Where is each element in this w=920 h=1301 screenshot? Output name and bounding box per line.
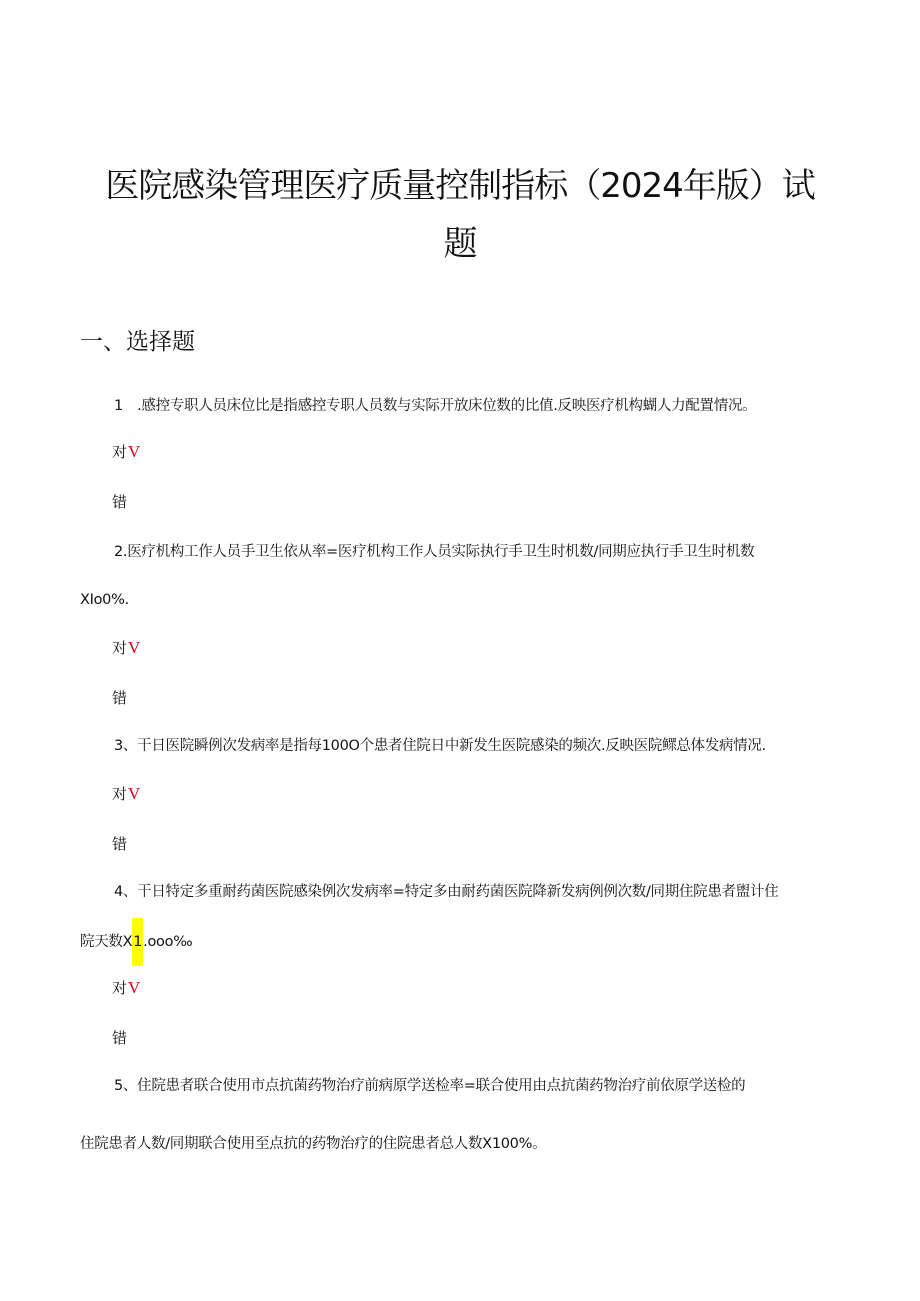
question-4-text-line-1: 4、干日特定多重耐药菌医院感染例次发病率=特定多由耐药菌医院降新发病例例次数/同期住院患者盥计住	[114, 884, 779, 900]
question-3-option-false: 错	[112, 835, 128, 853]
question-2-option-false: 错	[112, 689, 128, 707]
question-1-text: 1 .感控专职人员床位比是指感控专职人员数与实际开放床位数的比值.反映医疗机构蝴人力配置情况。	[114, 398, 757, 414]
question-1-option-false: 错	[112, 493, 128, 511]
question-5-text-line-1: 5、住院患者联合使用市点抗菌药物治疗前病原学送检率=联合使用由点抗菌药物治疗前依原学送检的	[114, 1078, 746, 1094]
question-4-option-false: 错	[112, 1029, 128, 1047]
question-2-text-line-1: 2.医疗机构工作人员手卫生依从率=医疗机构工作人员实际执行手卫生时机数/同期应执行手卫生时机数	[114, 544, 755, 560]
option-true-label: 对	[112, 785, 128, 803]
question-4-line-2-prefix: 院天数X	[80, 934, 133, 950]
document-title-line-1: 医院感染管理医疗质量控制指标（2024年版）试	[105, 166, 815, 206]
section-heading: 一、选择题	[80, 329, 195, 355]
question-2-option-true	[112, 636, 140, 660]
option-true-label: 对	[112, 443, 128, 461]
highlighted-text: 1	[132, 918, 143, 966]
check-mark-icon: V	[128, 442, 141, 461]
option-true-label: 对	[112, 979, 128, 997]
question-2-text-line-2: XIo0%.	[80, 592, 129, 608]
question-4-line-2-suffix: .ooo‰	[143, 934, 193, 950]
question-4-option-true	[112, 976, 140, 1000]
check-mark-icon: V	[128, 784, 141, 803]
question-3-text: 3、干日医院瞬例次发病率是指每100O个患者住院日中新发生医院感染的频次.反映医院鳏总体发病情况.	[114, 738, 766, 754]
question-3-option-true	[112, 782, 140, 806]
question-4-text-line-2	[80, 918, 192, 966]
check-mark-icon: V	[128, 978, 141, 997]
question-1-option-true	[112, 440, 140, 464]
document-title-line-2: 题	[443, 224, 477, 264]
question-5-text-line-2: 住院患者人数/同期联合使用至点抗的药物治疗的住院患者总人数X100%。	[80, 1136, 547, 1152]
option-true-label: 对	[112, 639, 128, 657]
check-mark-icon: V	[128, 638, 141, 657]
